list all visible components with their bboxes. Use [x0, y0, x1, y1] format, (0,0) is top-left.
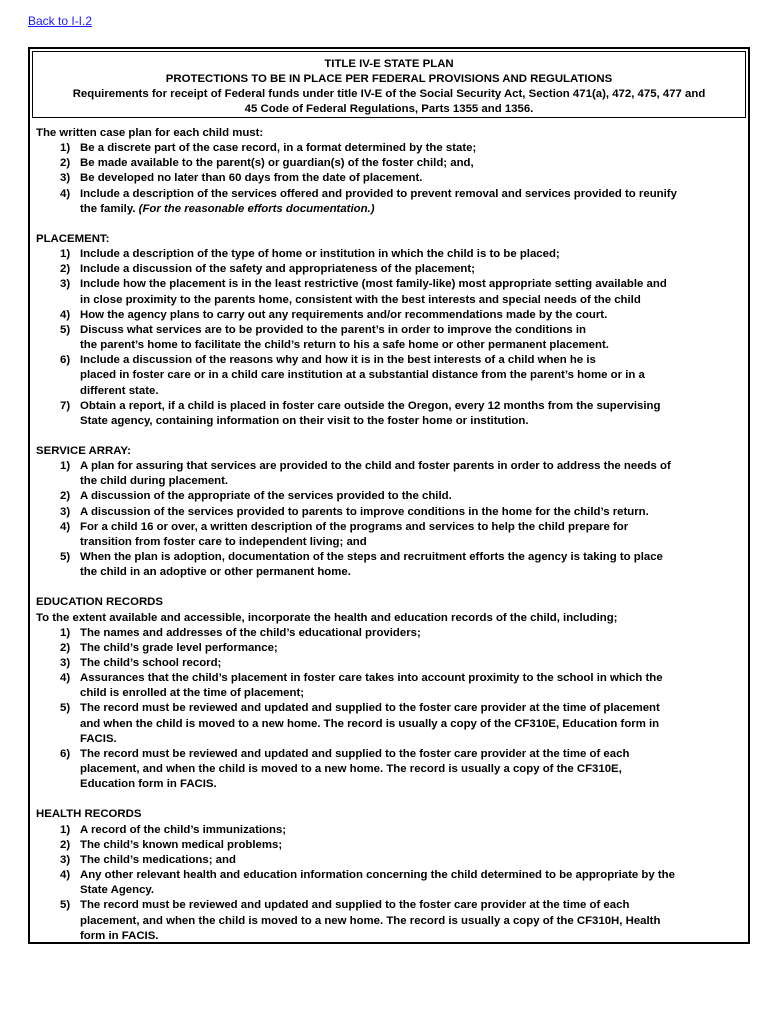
list-item-number — [36, 701, 80, 746]
list-item — [36, 262, 742, 277]
list-item-number — [36, 823, 80, 838]
list-item-text — [80, 838, 742, 853]
reasonable-efforts-note: (For the reasonable efforts documentation.) — [138, 202, 375, 215]
header-title: TITLE IV-E STATE PLAN — [324, 58, 454, 70]
list-item-number — [36, 838, 80, 853]
list-item-number-text: 2) — [60, 838, 71, 851]
list-item-line: Include a description of the services offered and provided to prevent removal and services provided to reunify — [80, 187, 677, 200]
list-item-text — [80, 641, 742, 656]
list-item-line: the child during placement. — [80, 475, 229, 488]
list-item-number-text: 2) — [60, 490, 71, 503]
list-item — [36, 853, 742, 868]
list-item-number-text: 3) — [60, 278, 71, 291]
list-item-number — [36, 853, 80, 868]
list-item-line: The child’s medications; and — [80, 853, 236, 866]
list-item-number — [36, 747, 80, 792]
list-item — [36, 868, 742, 898]
list-item-text — [80, 247, 742, 262]
list-item-number — [36, 247, 80, 262]
placement-heading: PLACEMENT: — [36, 232, 110, 245]
list-item-text — [80, 853, 742, 868]
placement-section — [36, 232, 742, 429]
list-item-number-text: 4) — [60, 520, 71, 533]
list-item — [36, 141, 742, 156]
list-item-number-text: 6) — [60, 747, 71, 760]
list-item-number-text: 5) — [60, 323, 71, 336]
list-item — [36, 823, 742, 838]
list-item-number — [36, 323, 80, 353]
list-item-line: State Agency. — [80, 884, 155, 897]
list-item — [36, 838, 742, 853]
list-item-line: A plan for assuring that services are provided to the child and foster parents in order to address the needs of — [80, 460, 671, 473]
list-item-text — [80, 156, 742, 171]
header-cfr: 45 Code of Federal Regulations, Parts 1355 and 1356. — [244, 103, 534, 115]
list-item-text — [80, 520, 742, 550]
list-item-number — [36, 141, 80, 156]
list-item-number-text: 4) — [60, 869, 71, 882]
list-item-line: A discussion of the services provided to parents to improve conditions in the home for the child’s return. — [80, 505, 649, 518]
list-item-line: Be made available to the parent(s) or guardian(s) of the foster child; and, — [80, 157, 474, 170]
list-item-text — [80, 898, 742, 943]
list-item-line: FACIS. — [80, 732, 117, 745]
list-item — [36, 323, 742, 353]
service-array-heading: SERVICE ARRAY: — [36, 444, 131, 457]
list-item-line: State agency, containing information on their visit to the foster home or institution. — [80, 414, 529, 427]
list-item-text — [80, 187, 742, 217]
list-item-number-text: 1) — [60, 142, 71, 155]
list-item-text — [80, 399, 742, 429]
case-plan-intro: The written case plan for each child must: — [36, 127, 264, 139]
list-item-line: placement, and when the child is moved to a new home. The record is usually a copy of the CF310E, — [80, 763, 622, 776]
list-item-text — [80, 626, 742, 641]
list-item-text — [80, 353, 742, 398]
placement-list — [36, 247, 742, 429]
list-item-line: A record of the child’s immunizations; — [80, 823, 287, 836]
health-records-section — [36, 807, 742, 943]
list-item — [36, 626, 742, 641]
list-item-number — [36, 489, 80, 504]
list-item-number — [36, 187, 80, 217]
list-item-number — [36, 656, 80, 671]
list-item-number-text: 3) — [60, 657, 71, 669]
list-item-text — [80, 323, 742, 353]
list-item — [36, 520, 742, 550]
list-item-text — [80, 171, 742, 186]
education-records-section — [36, 595, 742, 792]
list-item-line: form in FACIS. — [80, 929, 159, 942]
education-list — [36, 626, 742, 793]
list-item-number-text: 4) — [60, 187, 71, 200]
list-item — [36, 247, 742, 262]
list-item — [36, 656, 742, 671]
list-item-text — [80, 747, 742, 792]
list-item-text — [80, 489, 742, 504]
list-item-number — [36, 308, 80, 323]
list-item-number — [36, 671, 80, 701]
list-item-number-text: 4) — [60, 672, 71, 685]
list-item-line: in close proximity to the parents home, consistent with the best interests and special needs of the child — [80, 293, 641, 306]
list-item — [36, 187, 742, 217]
list-item-line: The child’s school record; — [80, 657, 222, 669]
list-item-line: The child’s grade level performance; — [80, 641, 278, 654]
list-item-number-text: 5) — [60, 899, 71, 912]
list-item-number-text: 2) — [60, 263, 71, 276]
list-item-number — [36, 353, 80, 398]
list-item-line-text: the family. — [80, 202, 139, 215]
list-item-line: different state. — [80, 384, 159, 397]
list-item-number — [36, 626, 80, 641]
list-item-number-text: 5) — [60, 702, 71, 715]
list-item-number-text: 1) — [60, 248, 71, 261]
list-item-line — [80, 202, 742, 217]
document-header — [32, 51, 746, 118]
list-item-number-text: 4) — [60, 308, 71, 321]
list-item-line: When the plan is adoption, documentation of the steps and recruitment efforts the agency is taking to place — [80, 551, 663, 564]
list-item-line: For a child 16 or over, a written description of the programs and services to help the child prepare for — [80, 520, 629, 533]
list-item-line: The names and addresses of the child’s educational providers; — [80, 626, 421, 639]
list-item — [36, 898, 742, 943]
list-item-number — [36, 505, 80, 520]
list-item-text — [80, 277, 742, 307]
list-item — [36, 671, 742, 701]
education-intro: To the extent available and accessible, incorporate the health and education records of the child, including; — [36, 611, 618, 624]
list-item-number — [36, 898, 80, 943]
list-item-number — [36, 550, 80, 580]
list-item — [36, 156, 742, 171]
list-item-number-text: 2) — [60, 641, 71, 654]
case-plan-section — [36, 126, 742, 217]
back-link[interactable]: Back to I-I.2 — [28, 14, 93, 28]
list-item-text — [80, 868, 742, 898]
list-item — [36, 277, 742, 307]
list-item-line: Include a description of the type of home or institution in which the child is to be placed; — [80, 248, 560, 261]
list-item-number-text: 3) — [60, 853, 71, 866]
list-item-line: Education form in FACIS. — [80, 778, 217, 791]
list-item-number-text: 3) — [60, 505, 71, 518]
list-item-number-text: 6) — [60, 354, 71, 367]
list-item — [36, 505, 742, 520]
list-item-number-text: 2) — [60, 157, 71, 170]
list-item — [36, 489, 742, 504]
list-item-number — [36, 868, 80, 898]
education-heading: EDUCATION RECORDS — [36, 596, 163, 609]
list-item-text — [80, 671, 742, 701]
list-item-line: child is enrolled at the time of placement; — [80, 687, 305, 700]
list-item-text — [80, 141, 742, 156]
list-item — [36, 641, 742, 656]
list-item — [36, 171, 742, 186]
list-item-number-text: 1) — [60, 626, 71, 639]
list-item-number-text: 3) — [60, 172, 71, 185]
list-item-number — [36, 459, 80, 489]
list-item-line: placement, and when the child is moved to a new home. The record is usually a copy of the CF310H, Health — [80, 914, 661, 927]
list-item-line: The child’s known medical problems; — [80, 838, 283, 851]
list-item-line: Discuss what services are to be provided to the parent’s in order to improve the conditions in — [80, 323, 586, 336]
list-item-line: Include a discussion of the safety and appropriateness of the placement; — [80, 263, 475, 276]
list-item-line: Any other relevant health and education information concerning the child determined to be appropriate by the — [80, 869, 675, 882]
list-item — [36, 308, 742, 323]
list-item-number-text: 1) — [60, 460, 71, 473]
list-item — [36, 399, 742, 429]
list-item-number — [36, 520, 80, 550]
list-item — [36, 701, 742, 746]
list-item-line: Be developed no later than 60 days from the date of placement. — [80, 172, 423, 185]
list-item — [36, 459, 742, 489]
list-item-line: A discussion of the appropriate of the services provided to the child. — [80, 490, 452, 503]
case-plan-list — [36, 141, 742, 217]
list-item-number-text: 1) — [60, 823, 71, 836]
health-heading: HEALTH RECORDS — [36, 808, 142, 821]
list-item-text — [80, 505, 742, 520]
list-item — [36, 747, 742, 792]
service-array-list — [36, 459, 742, 580]
header-requirements: Requirements for receipt of Federal funds under title IV-E of the Social Security Act, Section 471(a), 472, 475, 477 and — [72, 88, 706, 100]
list-item-number — [36, 262, 80, 277]
list-item-line: Assurances that the child’s placement in foster care takes into account proximity to the school in which the — [80, 672, 663, 685]
list-item-text — [80, 656, 742, 671]
state-plan-document — [28, 47, 750, 944]
list-item-line: the child in an adoptive or other permanent home. — [80, 566, 351, 579]
list-item-line: and when the child is moved to a new home. The record is usually a copy of the CF310E, Education form in — [80, 717, 660, 730]
list-item-line: Obtain a report, if a child is placed in foster care outside the Oregon, every 12 months from the supervising — [80, 399, 661, 412]
list-item-text — [80, 308, 742, 323]
list-item-number — [36, 156, 80, 171]
list-item-line: The record must be reviewed and updated and supplied to the foster care provider at the time of placement — [80, 702, 660, 715]
list-item-line: placed in foster care or in a child care institution at a substantial distance from the parent’s home or in a — [80, 369, 645, 382]
service-array-section — [36, 444, 742, 580]
list-item-line: How the agency plans to carry out any requirements and/or recommendations made by the court. — [80, 308, 608, 321]
list-item-line: the parent’s home to facilitate the child’s return to his a safe home or other permanent placement. — [80, 339, 609, 352]
list-item-number — [36, 399, 80, 429]
list-item-number-text: 7) — [60, 399, 71, 412]
list-item-line: The record must be reviewed and updated and supplied to the foster care provider at the time of each — [80, 899, 630, 912]
list-item-text — [80, 459, 742, 489]
list-item-text — [80, 262, 742, 277]
list-item-line: transition from foster care to independent living; and — [80, 535, 367, 548]
list-item-text — [80, 701, 742, 746]
list-item-number-text: 5) — [60, 551, 71, 564]
list-item-number — [36, 171, 80, 186]
health-list — [36, 823, 742, 944]
document-body — [30, 120, 748, 944]
list-item-line: Be a discrete part of the case record, in a format determined by the state; — [80, 142, 477, 155]
list-item-number — [36, 277, 80, 307]
list-item-number — [36, 641, 80, 656]
header-subtitle: PROTECTIONS TO BE IN PLACE PER FEDERAL PROVISIONS AND REGULATIONS — [165, 73, 613, 85]
list-item — [36, 550, 742, 580]
list-item-text — [80, 823, 742, 838]
list-item-line: The record must be reviewed and updated and supplied to the foster care provider at the time of each — [80, 747, 630, 760]
list-item — [36, 353, 742, 398]
list-item-text — [80, 550, 742, 580]
list-item-line: Include a discussion of the reasons why and how it is in the best interests of a child when he is — [80, 354, 596, 367]
list-item-line: Include how the placement is in the least restrictive (most family-like) most appropriate setting available and — [80, 278, 667, 291]
